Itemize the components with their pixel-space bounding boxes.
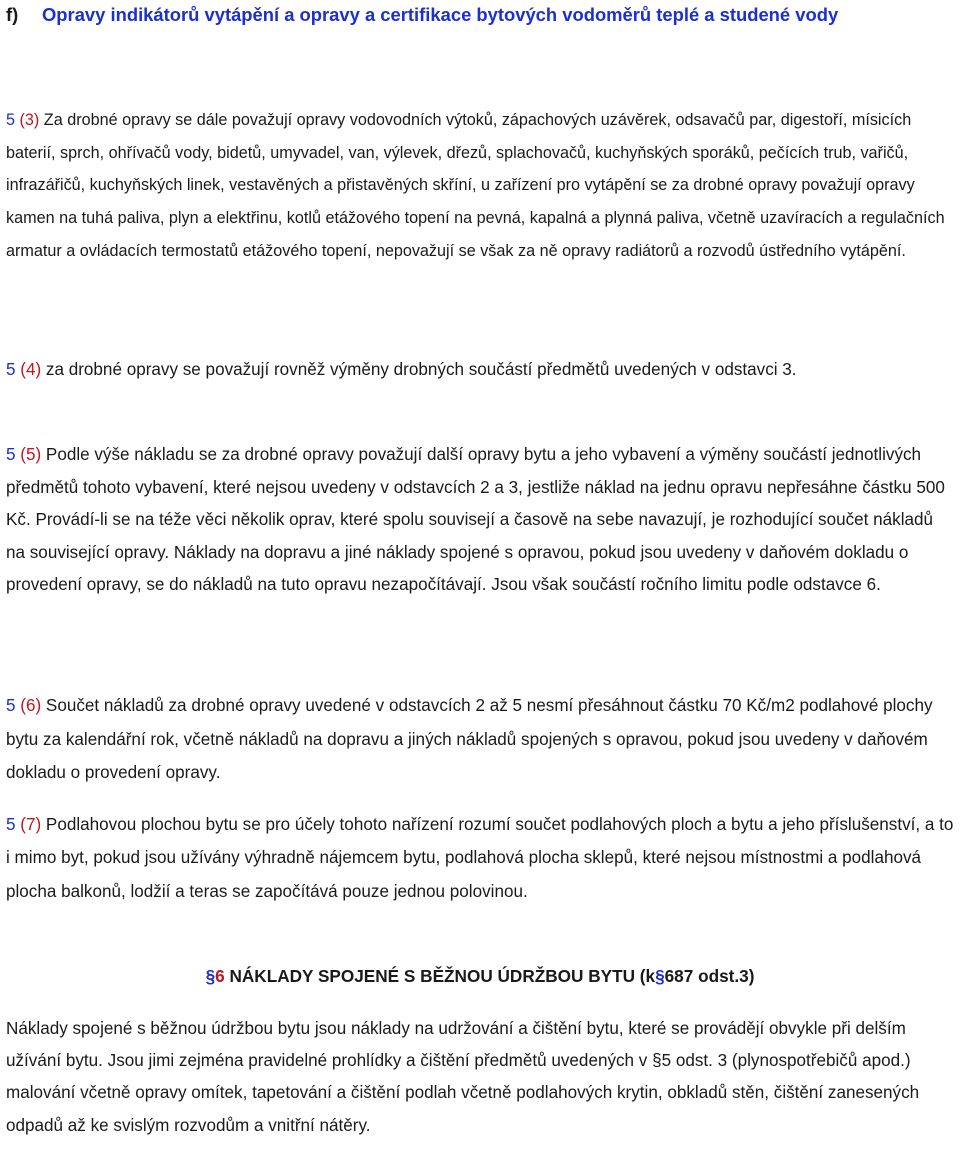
paragraph-number: (7)	[20, 815, 42, 834]
paragraph-text: Podle výše nákladu se za drobné opravy považují další opravy bytu a jeho vybavení a výměny součástí jednotlivých předmětů tohoto vybavení, které nejsou uvedeny v odstavcích 2 a 3, jestliže náklad na jednu opravu nepřesáhne částku 500 Kč. Provádí-li se na téže věci několik oprav, které spolu souvisejí a časově na sebe navazují, je rozhodující součet nákladů na související opravy. Náklady na dopravu a jiné náklady spojené s opravou, pokud jsou uvedeny v daňovém dokladu o provedení opravy, se do nákladů na tuto opravu nezapočítávají. Jsou však součástí ročního limitu podle odstavce 6.	[6, 445, 945, 595]
paragraph-text: Podlahovou plochou bytu se pro účely tohoto nařízení rozumí součet podlahových ploch a bytu a jeho příslušenství, a to i mimo byt, pokud jsou užívány výhradně nájemcem bytu, podlahová plocha sklepů, které nejsou místnostmi a podlahová plocha balkonů, lodžií a teras se započítává pouze jednou polovinou.	[6, 815, 954, 901]
paragraph-number: (3)	[19, 111, 40, 129]
section-number: 5	[6, 111, 16, 129]
section-6-number: 6	[215, 966, 225, 986]
paragraph-number: (5)	[20, 445, 42, 464]
paragraph-text: za drobné opravy se považují rovněž výměny drobných součástí předmětů uvedených v odstavci 3.	[41, 360, 797, 379]
paragraph-number: (4)	[20, 360, 42, 379]
item-heading	[6, 0, 956, 28]
item-heading-text: Opravy indikátorů vytápění a opravy a certifikace bytových vodoměrů teplé a studené vody	[42, 4, 839, 25]
naklady-paragraph: Náklady spojené s běžnou údržbou bytu jsou náklady na udržování a čištění bytu, které se provádějí obvykle při delším užívání bytu. Jsou jimi zejména pravidelné prohlídky a čištění předmětů uvedených v §5 odst. 3 (plynospotřebičů apod.) malování včetně opravy omítek, tapetování a čištění podlah včetně podlahových krytin, obkladů stěn, čištění zanesených odpadů až ke svislým rozvodům a vnitřní nátěry.	[6, 1019, 920, 1135]
paragraph-5-6	[6, 689, 956, 790]
reference-mark: §	[655, 966, 665, 986]
paragraph-5-5	[6, 439, 956, 602]
item-letter: f)	[6, 4, 19, 25]
paragraph-number: (6)	[20, 696, 42, 715]
section-number: 5	[6, 445, 16, 464]
section-number: 5	[6, 360, 16, 379]
section-number: 5	[6, 696, 16, 715]
paragraph-5-7	[6, 808, 956, 908]
section-mark: §	[205, 966, 216, 986]
section-6-reference: 687 odst.3)	[664, 966, 755, 986]
paragraph-5-3	[6, 104, 954, 268]
section-6-title: NÁKLADY SPOJENÉ S BĚŽNOU ÚDRŽBOU BYTU (k	[224, 966, 656, 986]
paragraph-text: Součet nákladů za drobné opravy uvedené v odstavcích 2 až 5 nesmí přesáhnout částku 70 Kč/m2 podlahové plochy bytu za kalendářní rok, včetně nákladů na dopravu a jiných nákladů spojených s opravou, pokud jsou uvedeny v daňovém dokladu o provedení opravy.	[6, 696, 933, 782]
paragraph-text: Za drobné opravy se dále považují opravy vodovodních výtoků, zápachových uzávěrek, odsavačů par, digestoří, mísicích baterií, sprch, ohřívačů vody, bidetů, umyvadel, van, výlevek, dřezů, splachovačů, kuchyňských sporáků, pečících trub, vařičů, infrazářičů, kuchyňských linek, vestavěných a přistavěných skříní, u zařízení pro vytápění se za drobné opravy považují opravy kamen na tuhá paliva, plyn a elektřinu, kotlů etážového topení na pevná, kapalná a plynná paliva, včetně uzavíracích a regulačních armatur a ovládacích termostatů etážového topení, nepovažují se však za ně opravy radiátorů a rozvodů ústředního vytápění.	[6, 111, 945, 260]
section-6-heading	[0, 960, 960, 992]
section-number: 5	[6, 815, 16, 834]
paragraph-5-4	[6, 354, 954, 385]
